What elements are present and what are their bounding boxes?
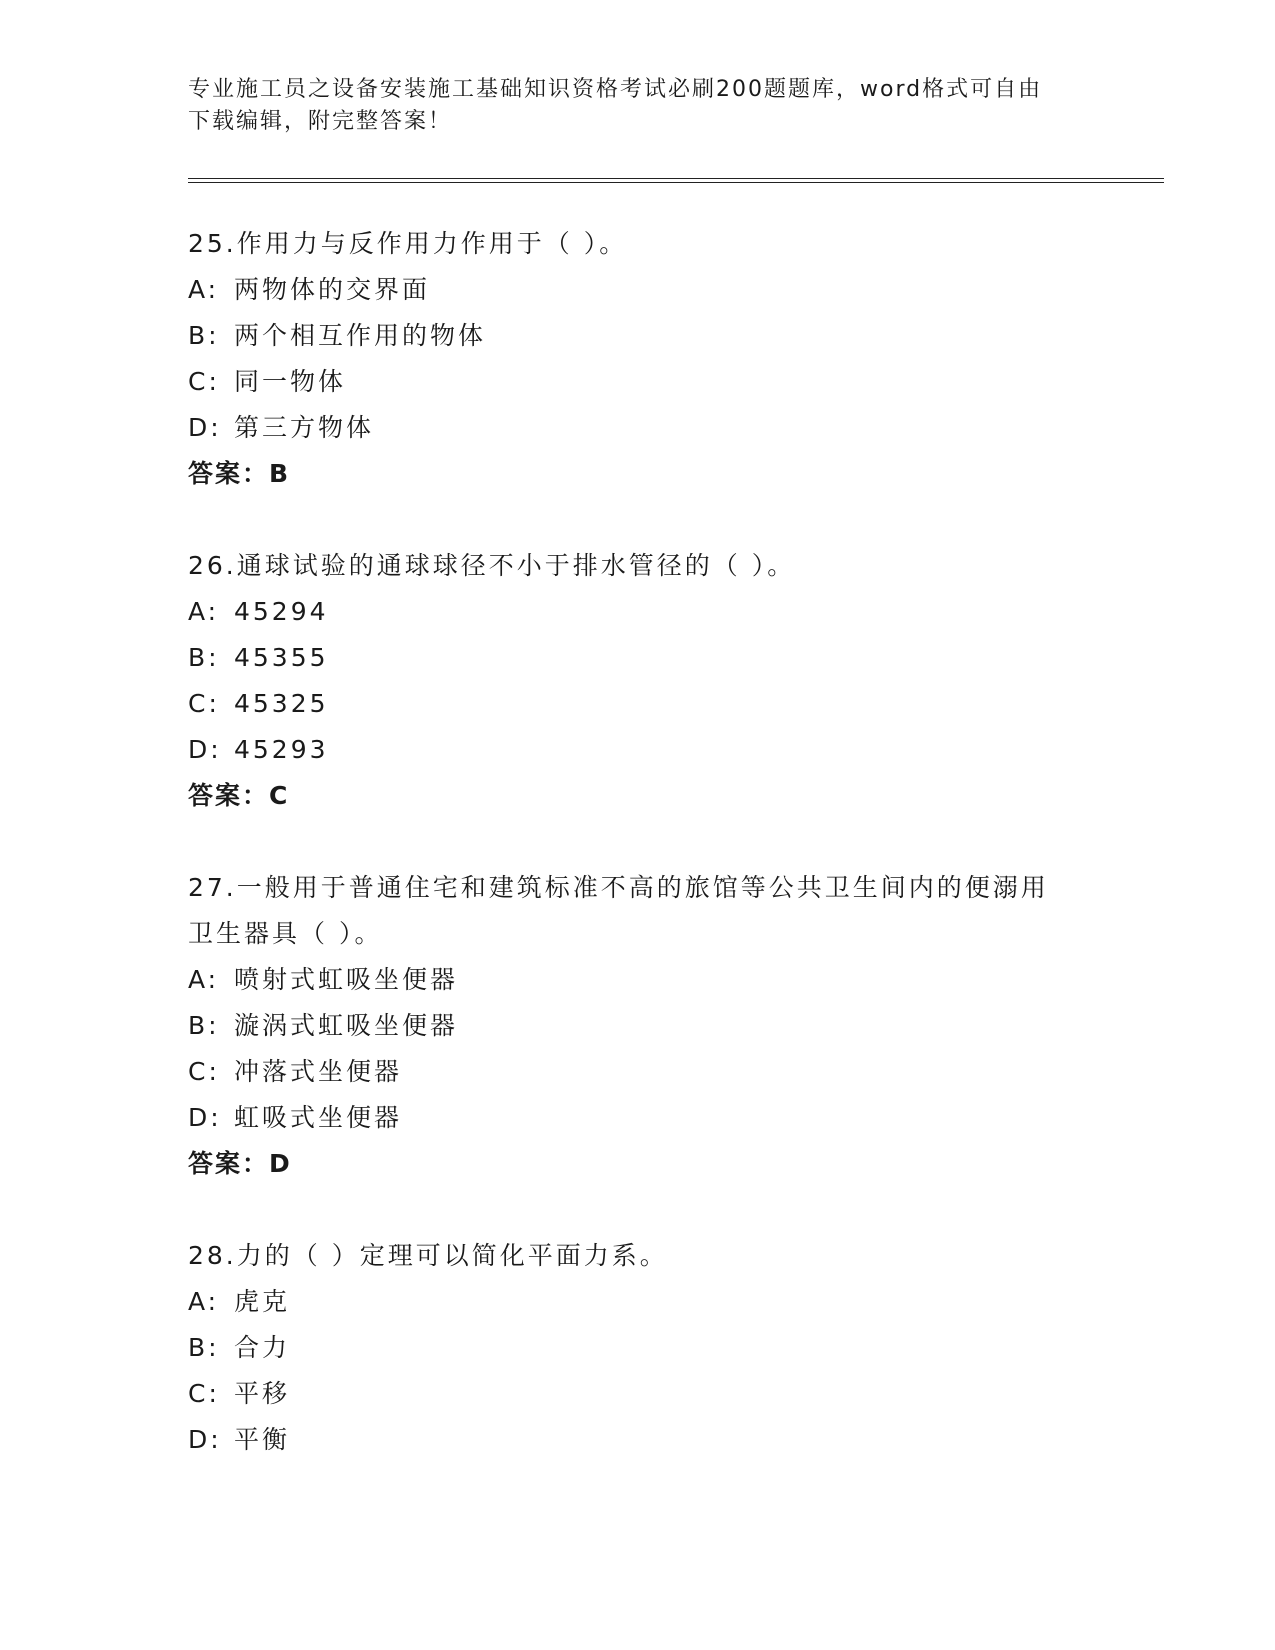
answer-label: 答案：C xyxy=(188,781,290,810)
question-26 xyxy=(188,543,1088,819)
option-text: 两个相互作用的物体 xyxy=(234,321,487,350)
question-stem-line-2: 卫生器具（ ）。 xyxy=(188,919,383,948)
question-stem-line-1: 27.一般用于普通住宅和建筑标准不高的旅馆等公共卫生间内的便溺用 xyxy=(188,873,1049,902)
option-letter: D: xyxy=(188,1425,222,1454)
option-text: 合力 xyxy=(234,1333,291,1362)
option-d xyxy=(188,727,1088,773)
option-text: 45294 xyxy=(234,597,329,626)
option-text: 45355 xyxy=(234,643,329,672)
option-d xyxy=(188,1095,1088,1141)
answer-label: 答案：D xyxy=(188,1149,292,1178)
question-stem: 26.通球试验的通球球径不小于排水管径的（ ）。 xyxy=(188,551,796,580)
option-c xyxy=(188,359,1088,405)
option-text: 同一物体 xyxy=(234,367,347,396)
header-divider xyxy=(188,178,1164,183)
option-letter: C: xyxy=(188,1057,220,1086)
answer-label: 答案：B xyxy=(188,459,291,488)
option-d xyxy=(188,405,1088,451)
option-letter: A: xyxy=(188,597,220,626)
option-a xyxy=(188,1279,1088,1325)
option-a xyxy=(188,957,1088,1003)
option-letter: C: xyxy=(188,1379,220,1408)
option-letter: A: xyxy=(188,275,220,304)
option-letter: D: xyxy=(188,413,222,442)
option-text: 第三方物体 xyxy=(234,413,375,442)
option-letter: B: xyxy=(188,1011,220,1040)
option-a xyxy=(188,267,1088,313)
option-text: 平移 xyxy=(234,1379,291,1408)
option-letter: B: xyxy=(188,321,220,350)
option-d xyxy=(188,1417,1088,1463)
document-header xyxy=(188,74,1088,138)
option-b xyxy=(188,313,1088,359)
option-b xyxy=(188,1325,1088,1371)
option-c xyxy=(188,681,1088,727)
option-letter: B: xyxy=(188,1333,220,1362)
option-letter: A: xyxy=(188,1287,220,1316)
option-letter: C: xyxy=(188,689,220,718)
question-28 xyxy=(188,1233,1088,1463)
question-27 xyxy=(188,865,1088,1187)
option-text: 漩涡式虹吸坐便器 xyxy=(234,1011,459,1040)
option-text: 两物体的交界面 xyxy=(234,275,431,304)
option-letter: D: xyxy=(188,1103,222,1132)
option-letter: D: xyxy=(188,735,222,764)
option-text: 45325 xyxy=(234,689,329,718)
question-25 xyxy=(188,221,1088,497)
header-line-1: 专业施工员之设备安装施工基础知识资格考试必刷200题题库，word格式可自由 xyxy=(188,77,1043,102)
option-c xyxy=(188,1371,1088,1417)
option-letter: A: xyxy=(188,965,220,994)
option-text: 平衡 xyxy=(234,1425,291,1454)
option-c xyxy=(188,1049,1088,1095)
option-text: 虎克 xyxy=(234,1287,291,1316)
question-stem: 28.力的（ ）定理可以简化平面力系。 xyxy=(188,1241,668,1270)
option-text: 虹吸式坐便器 xyxy=(234,1103,403,1132)
option-text: 喷射式虹吸坐便器 xyxy=(234,965,459,994)
option-text: 45293 xyxy=(234,735,329,764)
option-b xyxy=(188,1003,1088,1049)
option-a xyxy=(188,589,1088,635)
option-b xyxy=(188,635,1088,681)
option-text: 冲落式坐便器 xyxy=(234,1057,403,1086)
header-line-2: 下载编辑，附完整答案！ xyxy=(188,109,453,134)
option-letter: C: xyxy=(188,367,220,396)
question-stem: 25.作用力与反作用力作用于（ ）。 xyxy=(188,229,628,258)
option-letter: B: xyxy=(188,643,220,672)
